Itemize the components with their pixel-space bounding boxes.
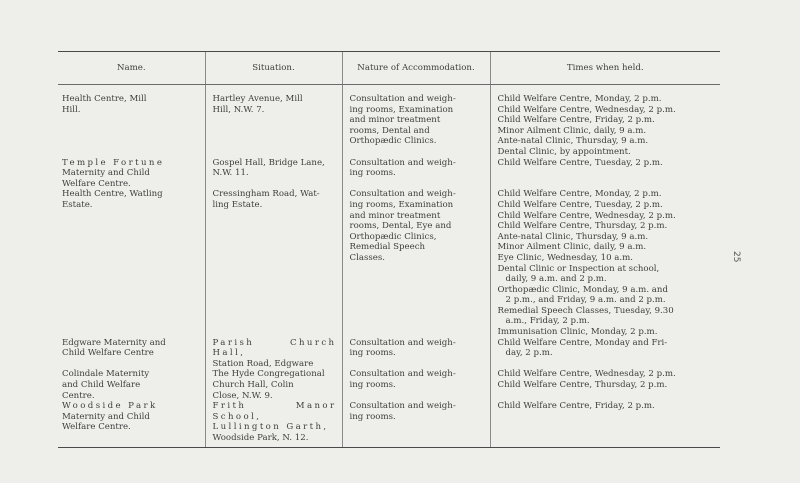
cell-situation: The Hyde Congregational Church Hall, Colin Close, N.W. 9. [205,369,342,401]
cell-nature: Consultation and weigh- ing rooms. [342,369,490,401]
cell-situation: Parish Church Hall, Station Road, Edgware [205,338,342,370]
table-row [58,338,720,370]
header-nature: Nature of Accommodation. [342,52,490,85]
cell-nature: Consultation and weigh- ing rooms, Examination and minor treatment rooms, Dental, Eye and Orthopædic Clinics, Remedial Speech Classes. [342,189,490,337]
cell-times: Child Welfare Centre, Monday and Fri- day, 2 p.m. [490,338,720,370]
cell-situation: Frith Manor School, Lullington Garth, Woodside Park, N. 12. [205,401,342,447]
table-row [58,85,720,158]
cell-nature: Consultation and weigh- ing rooms, Examination and minor treatment rooms, Dental and Orthopædic Clinics. [342,85,490,158]
cell-times: Child Welfare Centre, Tuesday, 2 p.m. [490,158,720,190]
page-number: 25 [731,251,741,263]
cell-name: Colindale Maternity and Child Welfare Centre. [62,369,150,401]
cell-times: Child Welfare Centre, Monday, 2 p.m. Child Welfare Centre, Tuesday, 2 p.m. Child Welfare Centre, Wednesday, 2 p.m. Child Welfare Centre, Thursday, 2 p.m. Ante-natal Clinic, Thursday, 9 a.m. Minor Ailment Clinic, daily, 9 a.m. Eye Clinic, Wednesday, 10 a.m. Dental Clinic or Inspection at school, daily, 9 a.m. and 2 p.m. Orthopædic Clinic, Monday, 9 a.m. and 2 p.m., and Friday, 9 a.m. and 2 p.m. Remedial Speech Classes, Tuesday, 9.30 a.m., Friday, 2 p.m. Immunisation Clinic, Monday, 2 p.m. [490,189,720,337]
cell-situation: Hartley Avenue, Mill Hill, N.W. 7. [205,85,342,158]
cell-name: Woodside Park Maternity and Child Welfare Centre. [58,401,205,447]
cell-name: Health Centre, Watling Estate. [62,189,163,210]
table-row [58,158,720,190]
cell-times: Child Welfare Centre, Wednesday, 2 p.m. Child Welfare Centre, Thursday, 2 p.m. [490,369,720,401]
cell-times: Child Welfare Centre, Monday, 2 p.m. Child Welfare Centre, Wednesday, 2 p.m. Child Welfare Centre, Friday, 2 p.m. Minor Ailment Clinic, daily, 9 a.m. Ante-natal Clinic, Thursday, 9 a.m. Dental Clinic, by appointment. [490,85,720,158]
header-times: Times when held. [490,52,720,85]
accommodation-table [58,51,720,448]
header-row [58,52,720,85]
cell-nature: Consultation and weigh- ing rooms. [342,401,490,447]
cell-situation: Gospel Hall, Bridge Lane, N.W. 11. [205,158,342,190]
table-row [58,401,720,447]
cell-nature: Consultation and weigh- ing rooms. [342,158,490,190]
table-row [58,369,720,401]
header-situation: Situation. [205,52,342,85]
cell-name: Temple Fortune Maternity and Child Welfare Centre. [62,157,165,189]
table-row [58,189,720,337]
cell-times: Child Welfare Centre, Friday, 2 p.m. [490,401,720,447]
header-name: Name. [58,52,205,85]
cell-situation: Cressingham Road, Wat- ling Estate. [205,189,342,337]
cell-name: Health Centre, Mill Hill. [62,94,147,115]
cell-nature: Consultation and weigh- ing rooms. [342,338,490,370]
cell-name: Edgware Maternity and Child Welfare Centre [62,337,166,359]
